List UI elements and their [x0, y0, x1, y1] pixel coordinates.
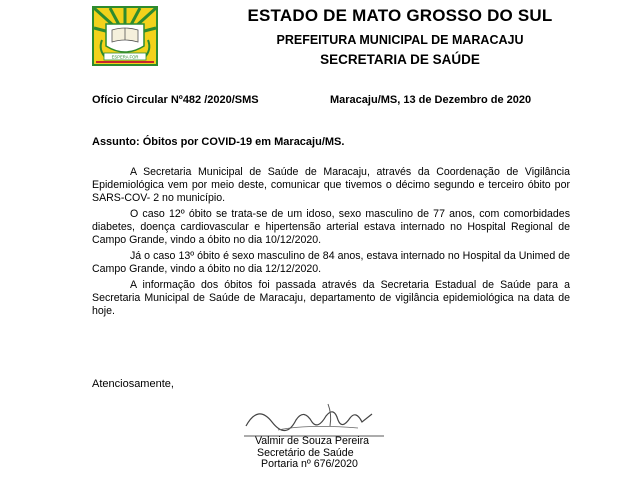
body-paragraph: A Secretaria Municipal de Saúde de Maracaju, através da Coordenação de Vigilância Epidemiológica vem por meio deste, comunicar que tivemos o décimo segundo e terceiro óbito por SARS-COV- 2 no município. — [92, 166, 570, 205]
subject-line: Assunto: Óbitos por COVID-19 em Maracaju/MS. — [92, 136, 345, 148]
signatory-ordinance: Portaria nº 676/2020 — [261, 458, 358, 471]
state-heading: ESTADO DE MATO GROSSO DO SUL — [247, 6, 553, 25]
closing-salutation: Atenciosamente, — [92, 378, 174, 390]
letter-body — [92, 166, 570, 321]
signatory-title: Secretário de Saúde — [257, 446, 354, 459]
svg-text:ESPERA FOR: ESPERA FOR — [111, 54, 139, 60]
prefecture-heading: PREFEITURA MUNICIPAL DE MARACAJU — [276, 33, 524, 47]
body-paragraph: Já o caso 13º óbito é sexo masculino de 84 anos, estava internado no Hospital da Unimed de Campo Grande, vindo a óbito no dia 12/12/2020. — [92, 250, 570, 276]
signatory-name: Valmir de Souza Pereira — [255, 435, 370, 447]
secretariat-heading: SECRETARIA DE SAÚDE — [320, 52, 480, 67]
place-date: Maracaju/MS, 13 de Dezembro de 2020 — [330, 94, 532, 106]
body-paragraph: O caso 12º óbito se trata-se de um idoso, sexo masculino de 77 anos, com comorbidades diabetes, doença cardiovascular e hipertensão arterial estava internado no Hospital Regional de Campo Grande, vindo a óbito no dia 10/12/2020. — [92, 208, 570, 247]
body-paragraph: A informação dos óbitos foi passada através da Secretaria Estadual de Saúde para a Secretaria Municipal de Saúde de Maracaju, departamento de vigilância epidemiológica na data de hoje. — [92, 278, 570, 318]
municipal-crest-logo — [92, 6, 158, 66]
handwritten-signature — [238, 396, 388, 438]
circular-number: Ofício Circular Nº482 /2020/SMS — [92, 94, 259, 106]
signature-block — [255, 436, 369, 471]
